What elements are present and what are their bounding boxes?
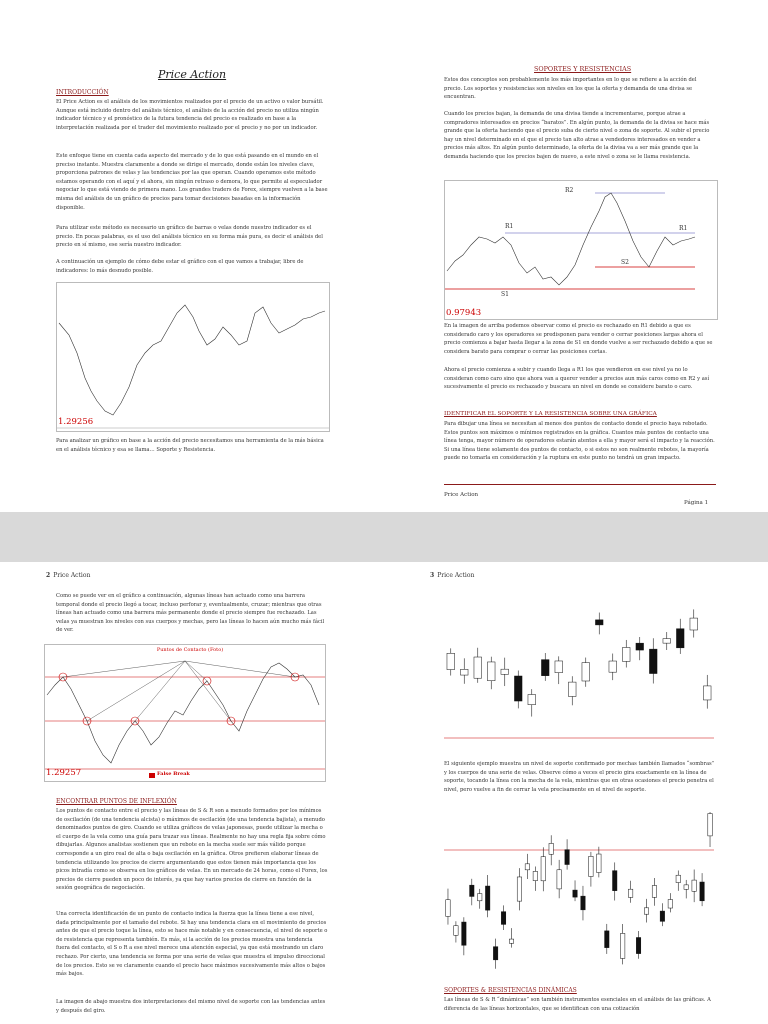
candle-body [581, 896, 585, 910]
p4-paragraph-2: Las líneas de S & R “dinámicas” son también instrumentos esenciales en el análisis de las gráficas. A diferencia de las líneas horizontales, que se identifican con una cotización [444, 997, 711, 1012]
label-s2: S2 [621, 259, 629, 266]
page-number: 3 [430, 572, 435, 579]
page-number: 2 [46, 572, 51, 579]
candle-body [501, 912, 505, 925]
intro-paragraph-2: Este enfoque tiene en cuenta cada aspecto del mercado y de lo que está pasando en el mundo en el preciso instante. Muestra claramente a donde se dirige el mercado, donde están los niveles clave, proporciona patrones de velas y las tendencias por las que operan. Cuando operamos este método estamos operando con el aquí y el ahora, sin ningún retraso o demora, lo que permite al especulador negociar lo que está viendo de primera mano. Los grandes traders de Forex, siempre vuelven a la base misma del análisis de un gráfico de precios para tomar decisiones basadas en la información disponible. [56, 153, 328, 211]
candle-body [460, 669, 468, 675]
label-r1-left: R1 [505, 223, 514, 230]
candle-body [470, 885, 474, 896]
candle-body [597, 854, 601, 872]
page-4 [384, 562, 768, 1024]
contact-points-chart [44, 644, 326, 782]
candle-body [549, 843, 553, 854]
candle-body [557, 870, 561, 889]
candles-svg-1 [444, 592, 714, 744]
sr-chart-svg [445, 181, 717, 319]
sr-chart-price-label: 0.97943 [446, 308, 482, 318]
candle-body [628, 889, 632, 897]
sr-price-line [447, 193, 695, 285]
identify-heading: IDENTIFICAR EL SOPORTE Y LA RESISTENCIA SOBRE UNA GRÁFICA [444, 411, 657, 417]
candle-body [541, 660, 549, 676]
label-r1-right: R1 [679, 225, 688, 232]
candle-body [692, 880, 696, 891]
footer-left: Price Action [444, 492, 479, 498]
sr-paragraph-4: Ahora el precio comienza a subir y cuando llega a R1 los que vendieron en ese nivel ya no lo consideran como caro sino que ahora van a querer vender a precios aun más caros como en R2 y así sucesivamente el precio es rechazado y buscara un nivel en donde se considere barato o caro. [444, 367, 710, 391]
label-r2: R2 [565, 187, 574, 194]
inflection-heading: ENCONTRAR PUNTOS DE INFLEXIÓN [56, 798, 177, 805]
candle-body [568, 682, 576, 696]
p3-paragraph-2: Los puntos de contacto entre el precio y las líneas de S & R son a menudo formados por los mínimos de oscilación (de una tendencia alcista) o máximos de oscilación (de una tendencia bajista), a menudo denominados puntos de giro. Cuando se utiliza gráficos de velas japonesas, puede utilizar la mecha o el cuerpo de la vela como una guía para trazar sus líneas. Realmente no hay una regla fija sobre cómo dibujarlas. Algunos analistas sostienen que un rebote en la mecha suele ser más válido porque corresponde a un giro real de alta o baja oscilación en la gráfica. Otros prefieren elaborar líneas de tendencia utilizando los precios de cierre argumentando que estos tienen más importancia que los picos intradía como se observa en los gráficos de velas. En un mercado de 24 horas, como el Forex, los precios de cierre pueden un poco de interés, ya que hay varios precios de cierre en función de la sesión geográfica de negociación. [56, 808, 328, 892]
candle-body [708, 814, 712, 836]
dynamic-sr-heading: SOPORTES & RESISTENCIAS DINÁMICAS [444, 987, 577, 994]
candle-body [446, 900, 450, 917]
candle-body [676, 875, 680, 882]
candle-body [565, 850, 569, 865]
candle-body [501, 669, 509, 674]
candle-body [541, 857, 545, 881]
price-chart-1-svg [57, 283, 329, 431]
candle-body [478, 894, 482, 901]
support-resistance-heading: SOPORTES Y RESISTENCIAS [534, 65, 632, 73]
intro-paragraph-3: Para utilizar este método es necesario un gráfico de barras o velas donde nuestro indicador es el precio. En pocas palabras, es el uso del análisis técnico en su forma más pura, es decir el análisis del precio en sí mismo, ese sería nuestro indicador. [56, 225, 323, 249]
page-1 [0, 0, 384, 512]
candle-body [509, 939, 513, 943]
contact-markers [59, 673, 299, 725]
intro-paragraph-1: El Price Action es el análisis de los movimientos realizados por el precio de un activo o valor bursátil. Aunque está incluido dentro del análisis técnico, el análisis de la acción del precio no utiliza ningún indicador técnico y el pronóstico de la futura tendencia del precio es realizado en base a la interpretación realizada por el trader del movimiento realizado por el precio y no por un indicador. [56, 99, 324, 131]
p3-paragraph-4: La imagen de abajo muestra dos interpretaciones del mismo nivel de soporte con las tendencias antes y después del giro. [56, 999, 326, 1014]
candle-body [644, 908, 648, 914]
candle-body [676, 629, 684, 648]
contact-points-svg [45, 645, 325, 781]
candle-body [684, 885, 688, 889]
p3-paragraph-1: Como se puede ver en el gráfico a continuación, algunas líneas han actuado como una barrera temporal donde el precio llegó a tocar, incluso perforar y, eventualmente, cruzar; mientras que otras líneas han actuado como una barrera más permanente donde el precio siempre fue rechazado. Las velas ya muestran los niveles con sus cuerpos y mechas, pero las líneas lo hacen aún mucho más fácil de ver. [56, 593, 325, 634]
candle-body [620, 933, 624, 958]
candle-body [447, 653, 455, 669]
candle-body [474, 657, 482, 678]
p4-paragraph-1: El siguiente ejemplo muestra un nivel de soporte confirmado por mechas también llamados “sombras” y los cuerpos de una serie de velas. Observe cómo a veces el precio gira exactamente en la línea de soporte, tocando la línea con la mecha de la vela, mientras que en otras ocasiones el precio penetra el nivel, pero vuelve a fin de cerrar la vela precisamente en el nivel de soporte. [444, 761, 715, 793]
header-label: Price Action [53, 572, 91, 579]
candles-chart-1 [444, 592, 714, 744]
sr-paragraph-3: En la imagen de arriba podemos observar como el precio es rechazado en R1 debido a que es considerado caro y los operadores se predisponen para vender o cerrar posiciones largas ahora el precio comienza a bajar hasta llegar a la zona de S1 en donde vuelve a ser rechazado debido a que se considera barato para comprar o cerrar las posiciones cortas. [444, 323, 713, 355]
p3-paragraph-3: Una correcta identificación de un punto de contacto indica la fuerza que la línea tiene a ese nivel, dada principalmente por el tamaño del rebote. Si hay una tendencia clara en el movimiento de precios antes de que el precio toque la línea, esto se hace más notable y en consecuencia, el nivel de soporte o de resistencia que representa también. Es más, si la acción de los precios muestra una tendencia fuera del contacto, el S o R a ese nivel merece una atención especial, ya que está mostrando un claro rechazo. Por cierto, una tendencia se forma por una serie de velas que muestra el impulso direccional de los precios. Esto se ve claramente cuando el precio hace máximos sucesivamente más altos o bajos más bajos. [56, 911, 328, 978]
candle-body [462, 922, 466, 945]
candle-body [622, 647, 630, 661]
candle-body [663, 639, 671, 644]
candle-body [605, 931, 609, 948]
page-3-header [46, 572, 90, 579]
candle-body [609, 661, 617, 672]
candle-body [589, 856, 593, 876]
candle-body [595, 620, 603, 625]
candle-body [487, 662, 495, 681]
contact-points-caption: Puntos de Contacto (Foto) [156, 647, 224, 653]
false-break-label: False Break [157, 771, 190, 777]
candles-chart-2 [444, 812, 714, 972]
candle-body [573, 890, 577, 897]
page-3 [0, 562, 384, 1024]
price-chart-1 [56, 282, 330, 432]
page-2 [384, 0, 768, 512]
candle-body [700, 882, 704, 901]
candle-body [613, 871, 617, 891]
candle-body [493, 947, 497, 960]
page-4-header [430, 572, 474, 579]
intro-paragraph-5: Para analizar un gráfico en base a la acción del precio necesitamos una herramienta de la más básica en el análisis técnico y esa se llama… Soporte y Resistencia. [56, 438, 324, 453]
pointer-lines [63, 661, 295, 721]
footer-page-number: Página 1 [684, 500, 709, 506]
candle-body [649, 649, 657, 673]
candle-body [690, 618, 698, 630]
candle-body [525, 864, 529, 870]
false-break-marker [149, 773, 155, 778]
candles-svg-2 [444, 812, 714, 972]
page-title: Price Action [158, 68, 227, 81]
sr-paragraph-5: Para dibujar una línea se necesitan al menos dos puntos de contacto donde el precio haya rebotado. Estos puntos son máximos o mínimos registrados en la gráfica. Cuantos más puntos de contacto una línea tenga, mayor número de operadores estarán atentos a ella y mayor será el impacto y la reacción. Si una línea tiene solamente dos puntos de contacto, o si estos no son realmente rebotes, la mayoría puede no tomarla en consideración y la ruptura en este punto no tendrá un gran impacto. [444, 421, 715, 462]
candle-body [668, 900, 672, 909]
candle-body [636, 643, 644, 650]
chart-price-label: 1.29256 [58, 417, 94, 427]
sr-chart [444, 180, 718, 320]
candle-body [660, 911, 664, 921]
candle-body [533, 871, 537, 880]
sr-paragraph-1: Estos dos conceptos son probablemente los más importantes en lo que se refiere a la acción del precio. Los soportes y resistencias son niveles en los que la oferta y demanda de una divisa se encuentran. [444, 77, 697, 101]
candle-body [485, 886, 489, 910]
candle-body [636, 938, 640, 954]
intro-heading: INTRODUCCIÓN [56, 89, 109, 96]
header-label: Price Action [437, 572, 475, 579]
candle-body [652, 886, 656, 898]
candle-body [703, 686, 711, 700]
footer-rule [444, 484, 716, 485]
candle-body [454, 926, 458, 936]
contact-price-line [47, 663, 319, 763]
intro-paragraph-4: A continuación un ejemplo de cómo debe estar el gráfico con el que vamos a trabajar, libre de indicadores: lo más desnudo posible. [56, 259, 304, 274]
label-s1: S1 [501, 291, 509, 298]
candle-body [514, 676, 522, 701]
candle-body [528, 695, 536, 705]
price-line [59, 305, 325, 415]
candle-body [582, 663, 590, 681]
sr-paragraph-2: Cuando los precios bajan, la demanda de una divisa tiende a incrementarse, porque atrae a compradores interesados en precios “baratos”. En algún punto, la demanda de la divisa se hace más grande que la oferta haciendo que el precio suba de cierto nivel o zona de soporte. Al subir el precio hay un nivel determinado en el que el precio tan alto atrae a vendedores interesados en vender a precios más altos. En algún punto determinado, la oferta de la divisa va a ser más grande que la demanda haciendo que los precios bajen de nuevo, a este nivel o zona se le llama resistencia. [444, 111, 710, 160]
candle-body [517, 877, 521, 901]
contact-chart-price-label: 1.29257 [46, 768, 82, 778]
candle-body [555, 661, 563, 673]
